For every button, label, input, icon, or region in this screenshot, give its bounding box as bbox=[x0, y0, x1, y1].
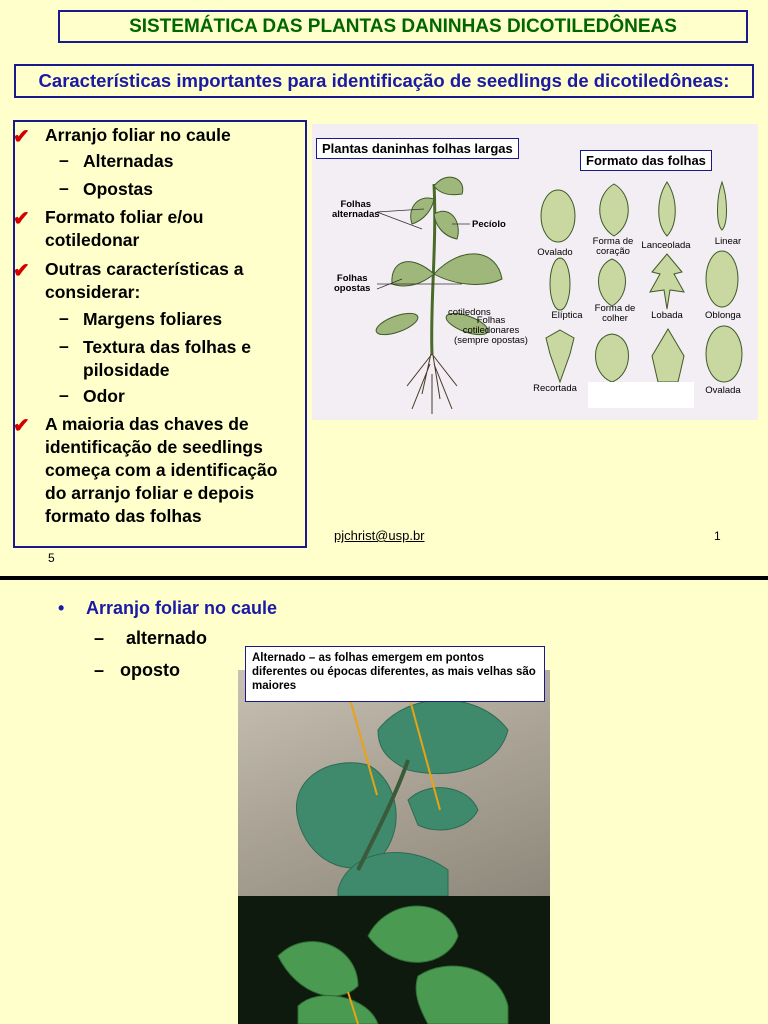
dash-icon: – bbox=[94, 628, 105, 648]
bullet-4-line: A maioria das chaves de bbox=[45, 414, 249, 434]
slide2-main-bullet: Arranjo foliar no caule bbox=[86, 598, 278, 618]
label-cotiledones: cotiledons bbox=[448, 307, 491, 318]
seedling-photo-1-leaves bbox=[238, 670, 550, 896]
label-folhas-opostas: Folhas opostas bbox=[334, 273, 371, 294]
shape-eliptica: Elíptica bbox=[551, 310, 583, 321]
dash-icon: – bbox=[94, 660, 105, 680]
shape-oblonga: Oblonga bbox=[705, 310, 741, 321]
bullet-2-line: Formato foliar e/ou bbox=[45, 207, 204, 227]
slide2-sub-alternado: alternado bbox=[126, 628, 208, 648]
sub-bullet: Opostas bbox=[83, 179, 154, 199]
bullet-4-line: identificação de seedlings bbox=[45, 437, 263, 457]
dash-icon: – bbox=[59, 178, 69, 198]
sub-bullet: Margens foliares bbox=[83, 309, 223, 329]
figure-label-leaf-shapes: Formato das folhas bbox=[580, 150, 712, 171]
bullet-2-line: cotiledonar bbox=[45, 230, 140, 250]
dash-icon: – bbox=[59, 150, 69, 170]
bullet-list-box bbox=[13, 120, 307, 548]
bullet-4-line: do arranjo foliar e depois bbox=[45, 483, 255, 503]
seedling-photo-1 bbox=[238, 670, 550, 896]
sub-bullet-cont: pilosidade bbox=[83, 360, 170, 380]
dash-icon: – bbox=[59, 336, 69, 356]
sub-bullet: Textura das folhas e bbox=[83, 337, 251, 357]
shape-coracao: Forma de coração bbox=[592, 236, 634, 257]
bullet-3-line: Outras características a bbox=[45, 259, 244, 279]
shape-lanceolada: Lanceolada bbox=[641, 240, 691, 251]
slide-title: SISTEMÁTICA DAS PLANTAS DANINHAS DICOTILEDÔNEAS bbox=[58, 10, 748, 43]
slide2-sub-oposto: oposto bbox=[120, 660, 180, 680]
check-icon: ✔ bbox=[13, 415, 30, 437]
slide-number: 1 bbox=[714, 529, 721, 543]
shape-ovalado: Ovalado bbox=[537, 247, 573, 258]
page-number: 5 bbox=[48, 551, 55, 565]
check-icon: ✔ bbox=[13, 126, 30, 148]
label-folhas-cotiledonares: Folhas cotiledonares (sempre opostas) bbox=[454, 315, 528, 346]
bullet-4-line: formato das folhas bbox=[45, 506, 202, 526]
slide-2 bbox=[0, 580, 768, 1024]
bullet-1: Arranjo foliar no caule bbox=[45, 125, 231, 145]
footer-email-link[interactable]: pjchrist@usp.br bbox=[334, 528, 425, 543]
slide-subtitle: Características importantes para identificação de seedlings de dicotiledôneas: bbox=[14, 64, 754, 98]
bullet-4-line: começa com a identificação bbox=[45, 460, 278, 480]
leaf-figure bbox=[312, 124, 758, 420]
shape-linear: Linear bbox=[714, 236, 742, 247]
label-peciolo: Pecíolo bbox=[472, 219, 506, 230]
sub-bullet: Odor bbox=[83, 386, 125, 406]
check-icon: ✔ bbox=[13, 208, 30, 230]
seedling-photo-2 bbox=[238, 896, 550, 1024]
dash-icon: – bbox=[59, 385, 69, 405]
shape-ovalada: Ovalada bbox=[705, 385, 741, 396]
shape-lobada: Lobada bbox=[651, 310, 683, 321]
bullet-3-line: considerar: bbox=[45, 282, 141, 302]
dash-icon: – bbox=[59, 308, 69, 328]
bullet-dot-icon: • bbox=[58, 598, 65, 618]
alternado-callout: Alternado – as folhas emergem em pontos diferentes ou épocas diferentes, as mais velhas são maiores bbox=[245, 646, 545, 702]
figure-label-broadleaf: Plantas daninhas folhas largas bbox=[316, 138, 519, 159]
shape-recortada: Recortada bbox=[533, 383, 577, 394]
sub-bullet: Alternadas bbox=[83, 151, 174, 171]
seedling-photo-2-leaves bbox=[238, 896, 550, 1024]
label-folhas-alternadas: Folhas alternadas bbox=[332, 199, 380, 220]
shape-colher: Forma de colher bbox=[594, 303, 636, 324]
check-icon: ✔ bbox=[13, 260, 30, 282]
